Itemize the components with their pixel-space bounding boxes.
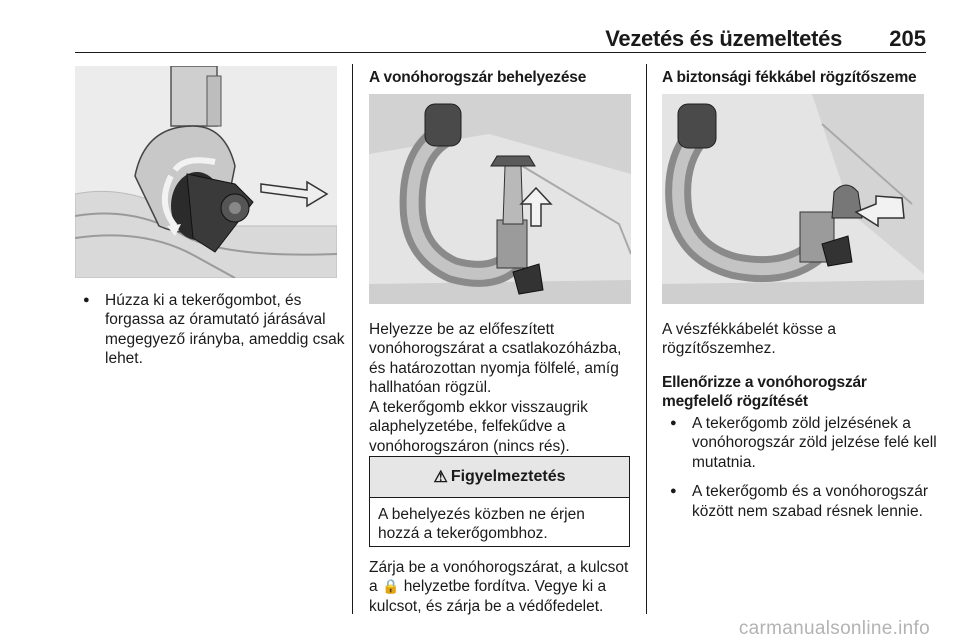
- warning-header: [370, 457, 629, 498]
- warning-title: Figyelmeztetés: [450, 468, 566, 485]
- running-header-title: Vezetés és üzemeltetés: [605, 26, 842, 51]
- header-rule: [75, 52, 926, 53]
- column-divider-2: [646, 64, 647, 614]
- lock-instruction-start: Zárja be a vonóhorogszárat, a kulcsot a: [369, 559, 629, 596]
- lock-instruction-end: helyzetbe fordítva. Vegye ki a kulcsot, és zárja be a védőfedelet.: [369, 578, 607, 615]
- insert-paragraph-3: [369, 558, 641, 616]
- warning-body: A behelyezés közben ne érjen hozzá a tekerőgombhoz.: [378, 506, 585, 543]
- check-subheading: Ellenőrizze a vonóhorogszár megfelelő rögzítését: [662, 374, 867, 410]
- eyelet-paragraph: A vészfékkábelét kösse a rögzítőszemhez.: [662, 321, 837, 358]
- lock-icon: 🔒: [381, 578, 400, 595]
- list-item: ● A tekerőgomb zöld jelzésének a vonóhorogszár zöld jelzése felé kell mutatnia.: [662, 414, 937, 472]
- tow-bar-insert-drawing: [369, 94, 631, 304]
- section-heading-insert: A vonóhorogszár behelyezése: [369, 69, 587, 86]
- watermark: carmanualsonline.info: [738, 618, 930, 639]
- page-number: 205: [889, 26, 926, 51]
- list-item: ● A tekerőgomb és a vonóhorogszár között nem szabad résnek lennie.: [662, 482, 937, 521]
- warning-triangle-icon: ⚠: [433, 469, 448, 486]
- insert-paragraph-2: A tekerőgomb ekkor visszaugrik alaphelyzetébe, felfekűdve a vonóhorogszáron (nincs rés).: [369, 399, 588, 455]
- brake-cable-eyelet-drawing: [662, 94, 924, 304]
- warning-box: [369, 456, 630, 547]
- insert-paragraph-1: Helyezze be az előfeszített vonóhorogszárat a csatlakozóházba, és határozottan nyomja fölfelé, amíg hallhatóan rögzül.: [369, 321, 622, 397]
- section-heading-eyelet: A biztonsági fékkábel rögzítőszeme: [662, 69, 917, 86]
- tow-bar-insert-illustration: [369, 94, 631, 304]
- list-item: ● Húzza ki a tekerőgombot, és forgassa az óramutató járásával megegyező irányba, ameddig csak lehet.: [75, 291, 345, 369]
- right-bullet-list: [662, 414, 937, 531]
- knob-turn-illustration: [75, 66, 337, 278]
- column-divider-1: [352, 64, 353, 614]
- brake-cable-eyelet-illustration: [662, 94, 924, 304]
- knob-turn-drawing: [75, 66, 337, 278]
- left-bullet-list: [75, 291, 345, 379]
